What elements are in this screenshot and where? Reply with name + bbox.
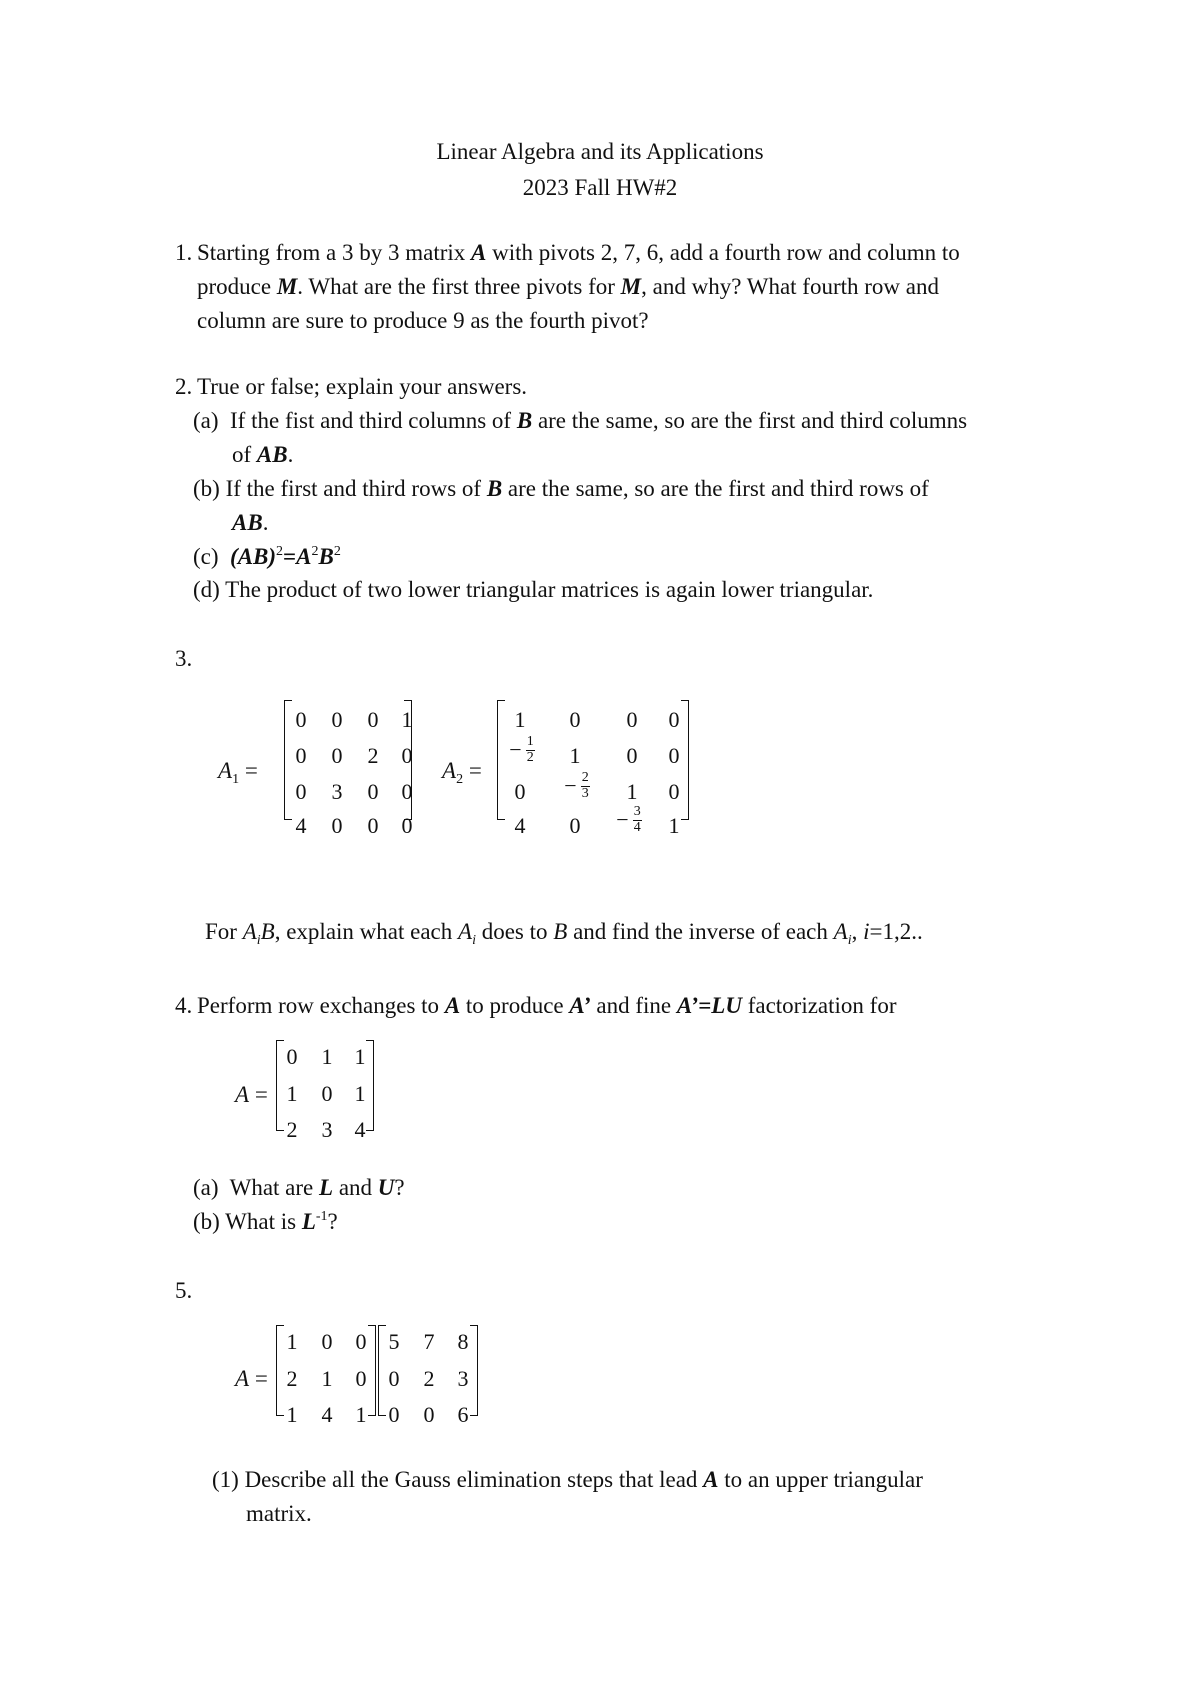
a2-cell-fraction: − $\frac{2}{3}$ <box>564 770 589 801</box>
course-title: Linear Algebra and its Applications <box>436 139 764 164</box>
q5-u-cell: 3 <box>457 1366 469 1391</box>
q5-u-cell: 0 <box>388 1366 400 1391</box>
a2-cell: 0 <box>626 743 638 768</box>
q2-d: (d) The product of two lower triangular matrices is again lower triangular. <box>193 577 874 602</box>
a1-cell: 0 <box>331 743 343 768</box>
q1-line-3: column are sure to produce 9 as the fourth pivot? <box>197 308 649 333</box>
q5-l-cell: 0 <box>321 1329 333 1354</box>
q5-u-cell: 2 <box>423 1366 435 1391</box>
q5-l-cell: 2 <box>286 1366 298 1391</box>
a1-cell: 0 <box>367 813 379 838</box>
q4-cell: 1 <box>286 1081 298 1106</box>
q5-u-cell: 0 <box>388 1402 400 1427</box>
q4-cell: 1 <box>321 1044 333 1069</box>
q2-b-cont: AB. <box>232 510 269 535</box>
q5-part-1: (1) Describe all the Gauss elimination steps that lead A to an upper triangular <box>212 1467 923 1492</box>
a1-label: $A_1$ = <box>218 758 258 787</box>
a2-cell: 1 <box>626 779 638 804</box>
q5-u-cell: 0 <box>423 1402 435 1427</box>
q5-u-cell: 7 <box>423 1329 435 1354</box>
q4-cell: 1 <box>354 1081 366 1106</box>
q4-cell: 2 <box>286 1117 298 1142</box>
a1-cell: 0 <box>367 707 379 732</box>
a1-cell: 2 <box>367 743 379 768</box>
q2-c: (c) $(AB)^2=A^2B^2$ <box>193 544 341 569</box>
a1-cell: 0 <box>295 743 307 768</box>
q2-d-text: The product of two lower triangular matrices is again lower triangular. <box>225 577 874 602</box>
a2-cell-fraction: − $\frac{1}{2}$ <box>509 734 534 765</box>
q5-a-label: A = <box>235 1366 268 1391</box>
q2-number: 2. <box>175 374 193 399</box>
a2-cell: 0 <box>668 743 680 768</box>
q5-l-cell: 1 <box>321 1366 333 1391</box>
a1-cell: 0 <box>401 813 413 838</box>
q5-l-cell: 4 <box>321 1402 333 1427</box>
a1-cell: 0 <box>295 707 307 732</box>
q1-number: 1. <box>175 240 193 265</box>
a2-cell: 0 <box>626 707 638 732</box>
q5-u-cell: 6 <box>457 1402 469 1427</box>
q5-number: 5. <box>175 1278 193 1303</box>
a2-cell: 0 <box>569 707 581 732</box>
q3-number: 3. <box>175 646 193 671</box>
a1-cell: 3 <box>331 779 343 804</box>
a2-cell: 4 <box>514 813 526 838</box>
a1-cell: 4 <box>295 813 307 838</box>
q5-l-cell: 1 <box>355 1402 367 1427</box>
a2-cell: 0 <box>668 707 680 732</box>
q1-line-2: produce M. What are the first three pivots for M, and why? What fourth row and <box>197 274 939 299</box>
q2-intro: True or false; explain your answers. <box>197 374 528 399</box>
q5-l-cell: 0 <box>355 1366 367 1391</box>
q3-text: For $A_iB$, explain what each $A_i$ does to B and find the inverse of each $A_i$, i=1,2.. <box>205 919 923 948</box>
q4-b: (b) What is $L^{-1}$? <box>193 1209 338 1234</box>
q4-number: 4. <box>175 993 193 1018</box>
a1-cell: 0 <box>401 779 413 804</box>
a2-cell-fraction: − $\frac{3}{4}$ <box>616 804 641 835</box>
q5-part-1-cont: matrix. <box>246 1501 312 1526</box>
q4-a-label: A = <box>235 1082 268 1107</box>
a2-cell: 1 <box>668 813 680 838</box>
q4-cell: 3 <box>321 1117 333 1142</box>
a2-cell: 1 <box>569 743 581 768</box>
a2-cell: 0 <box>569 813 581 838</box>
q2-a-cont: of AB. <box>232 442 294 467</box>
a2-cell: 0 <box>514 779 526 804</box>
a1-cell: 0 <box>295 779 307 804</box>
a1-cell: 0 <box>331 813 343 838</box>
q5-l-cell: 1 <box>286 1402 298 1427</box>
q5-l-cell: 1 <box>286 1329 298 1354</box>
q4-a: (a) What are L and U? <box>193 1175 405 1200</box>
q4-cell: 1 <box>354 1044 366 1069</box>
q4-cell: 4 <box>354 1117 366 1142</box>
q2-b: (b) If the first and third rows of B are the same, so are the first and third rows of <box>193 476 929 501</box>
a2-label: $A_2$ = <box>442 758 482 787</box>
homework-title: 2023 Fall HW#2 <box>522 175 678 200</box>
q5-u-cell: 8 <box>457 1329 469 1354</box>
a1-cell: 0 <box>367 779 379 804</box>
q5-u-cell: 5 <box>388 1329 400 1354</box>
q1-line-1: Starting from a 3 by 3 matrix A with pivots 2, 7, 6, add a fourth row and column to <box>197 240 960 265</box>
q2-a: (a) If the fist and third columns of B are the same, so are the first and third columns <box>193 408 968 433</box>
q4-cell: 0 <box>321 1081 333 1106</box>
a1-cell: 0 <box>401 743 413 768</box>
q4-text: Perform row exchanges to A to produce A’ and fine A’=LU factorization for <box>197 993 897 1018</box>
q5-l-cell: 0 <box>355 1329 367 1354</box>
a2-cell: 1 <box>514 707 526 732</box>
a1-cell: 1 <box>401 707 413 732</box>
a1-cell: 0 <box>331 707 343 732</box>
a2-cell: 0 <box>668 779 680 804</box>
q4-cell: 0 <box>286 1044 298 1069</box>
